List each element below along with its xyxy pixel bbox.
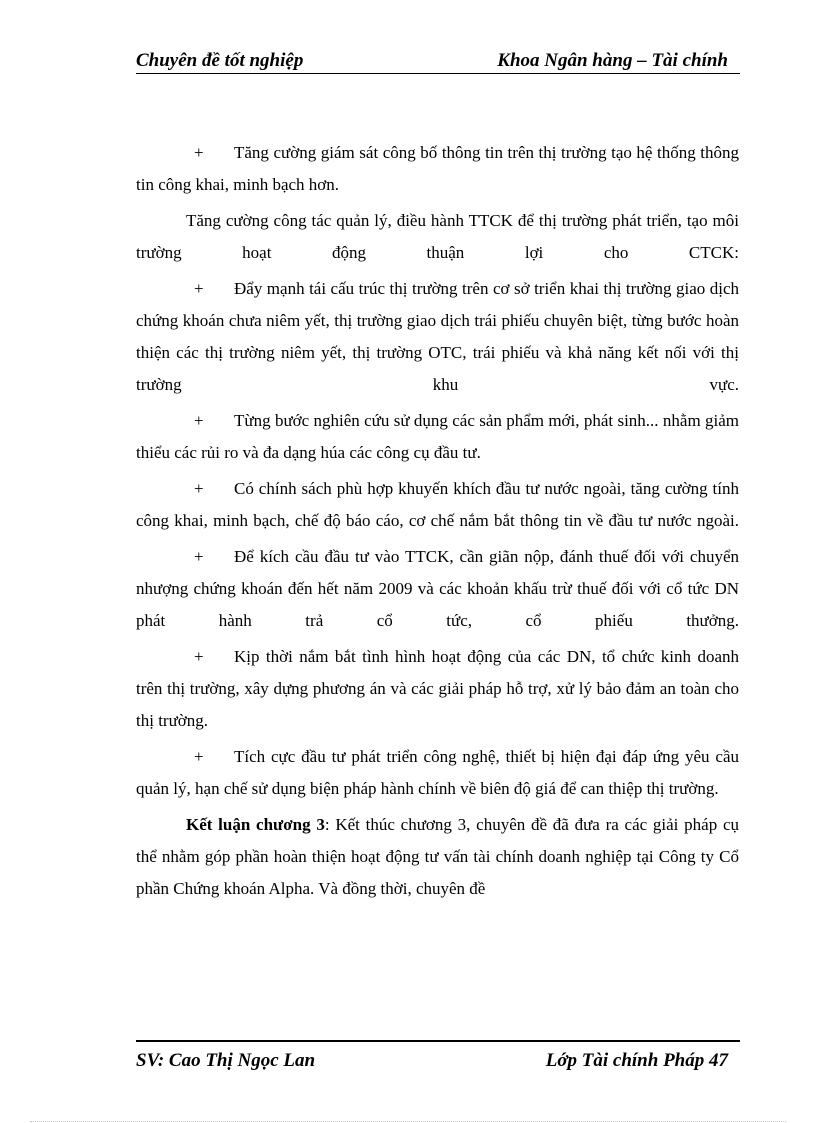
paragraph-text: Từng bước nghiên cứu sử dụng các sản phẩm mới, phát sinh... nhằm giảm thiểu các rủi ro và đa dạng húa các công cụ đầu tư. <box>136 411 739 462</box>
header-title-right: Khoa Ngân hàng – Tài chính <box>497 50 728 71</box>
document-body <box>136 137 739 909</box>
footer-class-name: Lớp Tài chính Pháp 47 <box>545 1050 728 1071</box>
bullet-paragraph-7 <box>136 641 739 737</box>
conclusion-label: Kết luận chương 3 <box>186 815 325 834</box>
paragraph-text: Tăng cường giám sát công bố thông tin trên thị trường tạo hệ thống thông tin công khai, minh bạch hơn. <box>136 143 739 194</box>
bullet-paragraph-1 <box>136 137 739 201</box>
paragraph-text: Tăng cường công tác quản lý, điều hành TTCK để thị trường phát triển, tạo môi trường hoạt động thuận lợi cho CTCK: <box>136 211 739 262</box>
header-rule <box>136 73 740 74</box>
bullet-plus: + <box>194 411 204 430</box>
paragraph-text: Để kích cầu đầu tư vào TTCK, cần giãn nộp, đánh thuế đối với chuyển nhượng chứng khoán đến hết năm 2009 và các khoản khấu trừ thuế đối với cổ tức DN phát hành trả cổ tức, cổ phiếu thưởng. <box>136 547 739 630</box>
bullet-plus: + <box>194 479 204 498</box>
bullet-plus: + <box>194 547 204 566</box>
page-footer <box>136 1050 740 1080</box>
paragraph-text: Tích cực đầu tư phát triển công nghệ, thiết bị hiện đại đáp ứng yêu cầu quản lý, hạn chế sử dụng biện pháp hành chính về biên độ giá để can thiệp thị trường. <box>136 747 739 798</box>
conclusion-text: : Kết thúc chương 3, chuyên đề đã đưa ra các giải pháp cụ thể nhằm góp phần hoàn thiện hoạt động tư vấn tài chính doanh nghiệp tại Công ty Cổ phần Chứng khoán Alpha. Và đồng thời, chuyên đề <box>136 815 739 898</box>
bullet-paragraph-3 <box>136 273 739 401</box>
header-title-left: Chuyên đề tốt nghiệp <box>136 50 304 71</box>
bullet-paragraph-6 <box>136 541 739 637</box>
paragraph-text: Kịp thời nắm bắt tình hình hoạt động của các DN, tổ chức kinh doanh trên thị trường, xây dựng phương án và các giải pháp hỗ trợ, xử lý bảo đảm an toàn cho thị trường. <box>136 647 739 730</box>
bullet-plus: + <box>194 647 204 666</box>
bullet-paragraph-5 <box>136 473 739 537</box>
page-bottom-border <box>30 1121 786 1122</box>
footer-rule <box>136 1040 740 1042</box>
bullet-plus: + <box>194 143 204 162</box>
footer-student-name: SV: Cao Thị Ngọc Lan <box>136 1050 316 1071</box>
conclusion-paragraph <box>136 809 739 905</box>
paragraph-text: Có chính sách phù hợp khuyến khích đầu tư nước ngoài, tăng cường tính công khai, minh bạch, chế độ báo cáo, cơ chế nắm bắt thông tin về đầu tư nước ngoài. <box>136 479 739 530</box>
bullet-plus: + <box>194 747 204 766</box>
bullet-paragraph-4 <box>136 405 739 469</box>
paragraph-2 <box>136 205 739 269</box>
page-header <box>136 46 740 74</box>
bullet-paragraph-8 <box>136 741 739 805</box>
paragraph-text: Đẩy mạnh tái cấu trúc thị trường trên cơ sở triển khai thị trường giao dịch chứng khoán chưa niêm yết, thị trường giao dịch trái phiếu chuyên biệt, từng bước hoàn thiện các thị trường niêm yết, thị trường OTC, trái phiếu và khả năng kết nối với thị trường khu vực. <box>136 279 739 394</box>
bullet-plus: + <box>194 279 204 298</box>
